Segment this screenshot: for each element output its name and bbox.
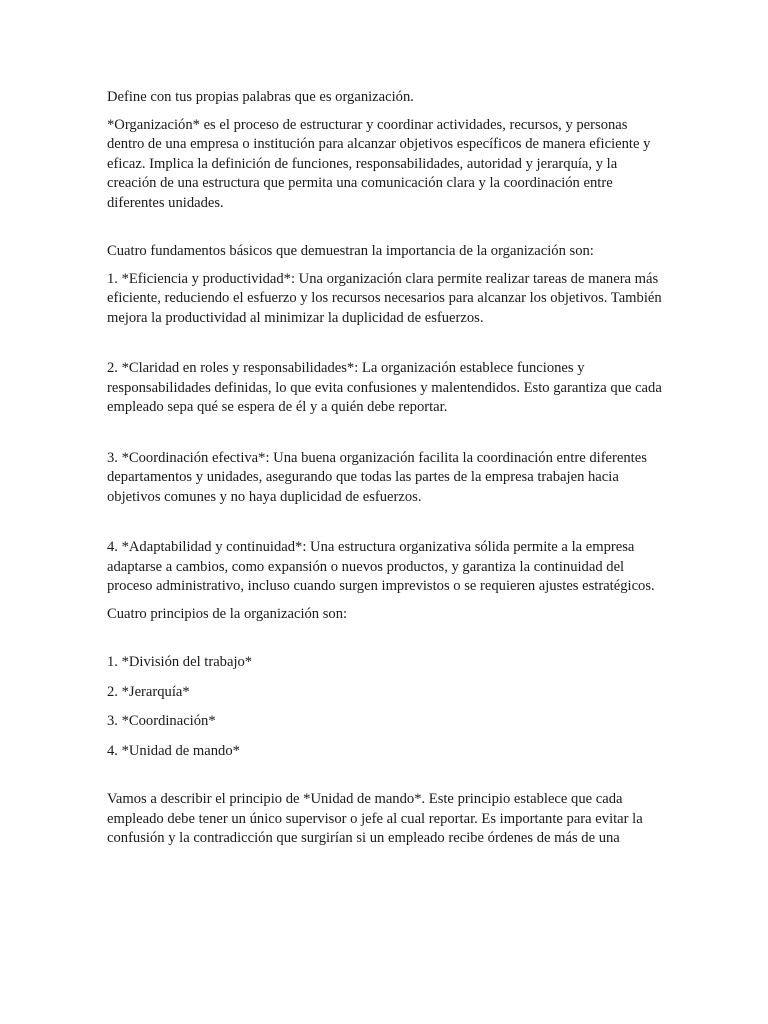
question-text: Define con tus propias palabras que es organización.: [107, 89, 414, 105]
fundamental-item: 3. *Coordinación efectiva*: Una buena organización facilita la coordinación entre diferentes departamentos y unidades, asegurando que todas las partes de la empresa trabajen hacia objetivos comunes y no haya duplicidad de esfuerzos.: [107, 449, 647, 505]
definition-paragraph: *Organización* es el proceso de estructurar y coordinar actividades, recursos, y personas dentro de una empresa o institución para alcanzar objetivos específicos de manera eficiente y eficaz. Implica la definición de funciones, responsabilidades, autoridad y jerarquía, y la creación de una estructura que permita una comunicación clara y la coordinación entre diferentes unidades.: [107, 116, 651, 211]
document-page: [107, 88, 663, 849]
principles-intro: Cuatro principios de la organización son:: [107, 605, 348, 622]
principle-item: 1. *División del trabajo*: [107, 654, 253, 670]
fundamental-item: 1. *Eficiencia y productividad*: Una organización clara permite realizar tareas de manera más eficiente, reduciendo el esfuerzo y los recursos necesarios para alcanzar los objetivos. También mejora la productividad al minimizar la duplicidad de esfuerzos.: [107, 270, 662, 326]
principle-item: 3. *Coordinación*: [107, 713, 216, 729]
fundamental-item: 4. *Adaptabilidad y continuidad*: Una estructura organizativa sólida permite a la empresa adaptarse a cambios, como expansión o nuevos productos, y garantiza la continuidad del proceso administrativo, incluso cuando surgen imprevistos o se requieren ajustes estratégicos.: [107, 539, 655, 594]
principle-item: 2. *Jerarquía*: [107, 683, 190, 700]
fundamentals-intro: Cuatro fundamentos básicos que demuestran la importancia de la organización son:: [107, 243, 594, 259]
principle-item: 4. *Unidad de mando*: [107, 742, 240, 759]
unity-of-command-paragraph: Vamos a describir el principio de *Unidad de mando*. Este principio establece que cada empleado debe tener un único supervisor o jefe al cual reportar. Es importante para evitar la confusión y la contradicción que surgirían si un empleado recibe órdenes de más de una: [107, 791, 643, 846]
fundamental-item: 2. *Claridad en roles y responsabilidades*: La organización establece funciones y responsabilidades definidas, lo que evita confusiones y malentendidos. Esto garantiza que cada empleado sepa qué se espera de él y a quién debe reportar.: [107, 360, 662, 415]
